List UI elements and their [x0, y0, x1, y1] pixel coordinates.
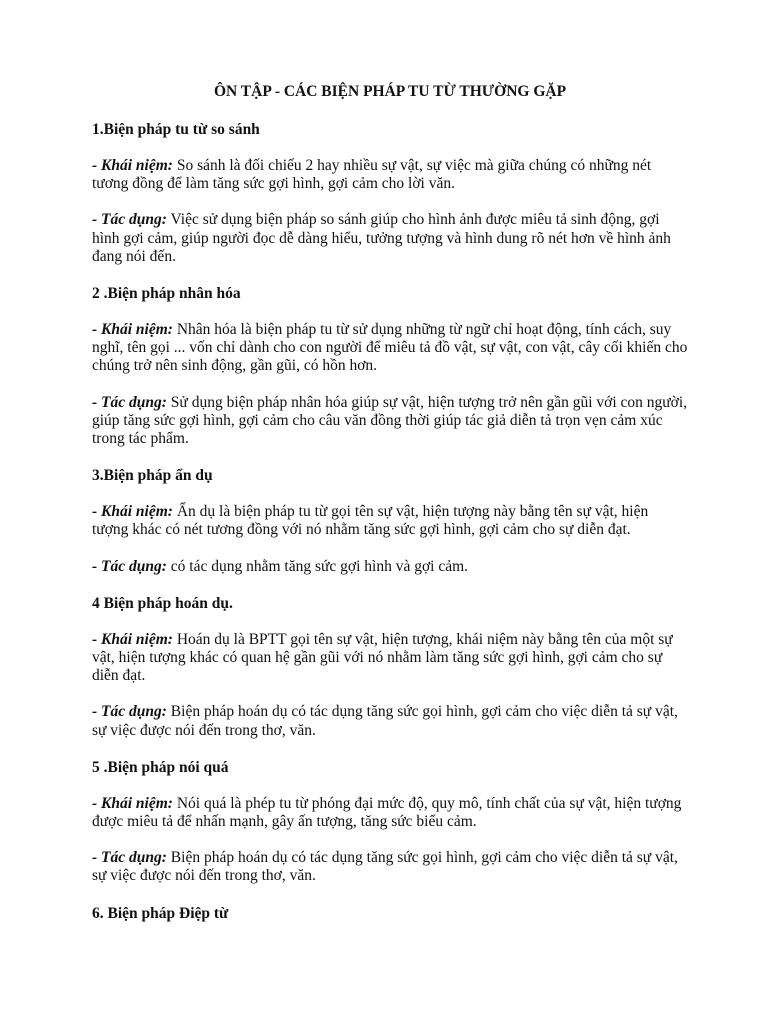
concept-text: Nhân hóa là biện pháp tu từ sử dụng những từ ngữ chỉ hoạt động, tính cách, suy nghĩ, tên gọi ... vốn chỉ dành cho con người để miêu tả đồ vật, sự vật, con vật, cây cối khiến cho chúng trở nên sinh động, gần gũi, có hồn hơn. [92, 321, 688, 375]
concept-text: Nói quá là phép tu từ phóng đại mức độ, quy mô, tính chất của sự vật, hiện tượng được miêu tả để nhấn mạnh, gây ấn tượng, tăng sức biểu cảm. [92, 794, 682, 831]
effect-text: Biện pháp hoán dụ có tác dụng tăng sức gọi hình, gợi cảm cho việc diễn tả sự vật, sự việc được nói đến trong thơ, văn. [92, 703, 678, 739]
effect-text: Sử dụng biện pháp nhân hóa giúp sự vật, hiện tượng trở nên gần gũi với con người, giúp tăng sức gợi hình, gợi cảm cho câu văn đồng thời giúp tác giả diễn tả trọn vẹn cảm xúc trong tác phẩm. [92, 393, 688, 448]
concept-label: - Khái niệm: [92, 321, 173, 339]
effect-paragraph [92, 211, 688, 266]
concept-label: - Khái niệm: [92, 630, 173, 648]
section-heading: 3.Biện pháp ẩn dụ [92, 467, 213, 485]
effect-label: - Tác dụng: [92, 211, 167, 229]
section-heading: 2 .Biện pháp nhân hóa [92, 285, 241, 303]
effect-paragraph [92, 703, 688, 739]
concept-label: - Khái niệm: [92, 157, 173, 174]
effect-paragraph [92, 558, 688, 576]
effect-text: Việc sử dụng biện pháp so sánh giúp cho hình ảnh được miêu tả sinh động, gợi hình gợi cảm, giúp người đọc dễ dàng hiểu, tưởng tượng và hình dung rõ nét hơn về hình ảnh đang nói đến. [92, 211, 671, 265]
effect-label: - Tác dụng: [92, 703, 167, 721]
document-title: ÔN TẬP - CÁC BIỆN PHÁP TU TỪ THƯỜNG GẶP [213, 83, 567, 100]
section-heading: 6. Biện pháp Điệp từ [92, 904, 229, 922]
effect-label: - Tác dụng: [92, 849, 167, 867]
concept-paragraph [92, 157, 688, 193]
effect-paragraph [92, 849, 688, 885]
effect-text: Biện pháp hoán dụ có tác dụng tăng sức gọi hình, gợi cảm cho việc diễn tả sự vật, sự việc được nói đến trong thơ, văn. [92, 849, 678, 885]
effect-label: - Tác dụng: [92, 393, 167, 411]
effect-paragraph [92, 394, 688, 449]
concept-paragraph [92, 503, 688, 539]
section-heading: 4 Biện pháp hoán dụ. [92, 594, 233, 612]
concept-paragraph [92, 795, 688, 831]
effect-label: - Tác dụng: [92, 557, 167, 575]
concept-paragraph [92, 321, 688, 376]
concept-text: Hoán dụ là BPTT gọi tên sự vật, hiện tượng, khái niệm này bằng tên của một sự vật, hiện tượng khác có quan hệ gần gũi với nó nhằm làm tăng sức gợi hình, gợi cảm cho sự diễn đạt. [92, 630, 673, 685]
concept-label: - Khái niệm: [92, 794, 173, 812]
effect-text: có tác dụng nhằm tăng sức gợi hình và gợi cảm. [170, 557, 469, 575]
concept-paragraph [92, 631, 688, 686]
concept-label: - Khái niệm: [92, 503, 173, 521]
concept-text: Ẩn dụ là biện pháp tu từ gọi tên sự vật, hiện tượng này bằng tên sự vật, hiện tượng khác có nét tương đồng với nó nhằm tăng sức gợi hình, gợi cảm cho sự diễn đạt. [92, 503, 649, 539]
concept-text: So sánh là đối chiếu 2 hay nhiều sự vật, sự việc mà giữa chúng có những nét tương đồng để làm tăng sức gợi hình, gợi cảm cho lời văn. [92, 157, 652, 193]
section-heading: 5 .Biện pháp nói quá [92, 758, 229, 776]
section-heading: 1.Biện pháp tu từ so sánh [92, 121, 260, 138]
